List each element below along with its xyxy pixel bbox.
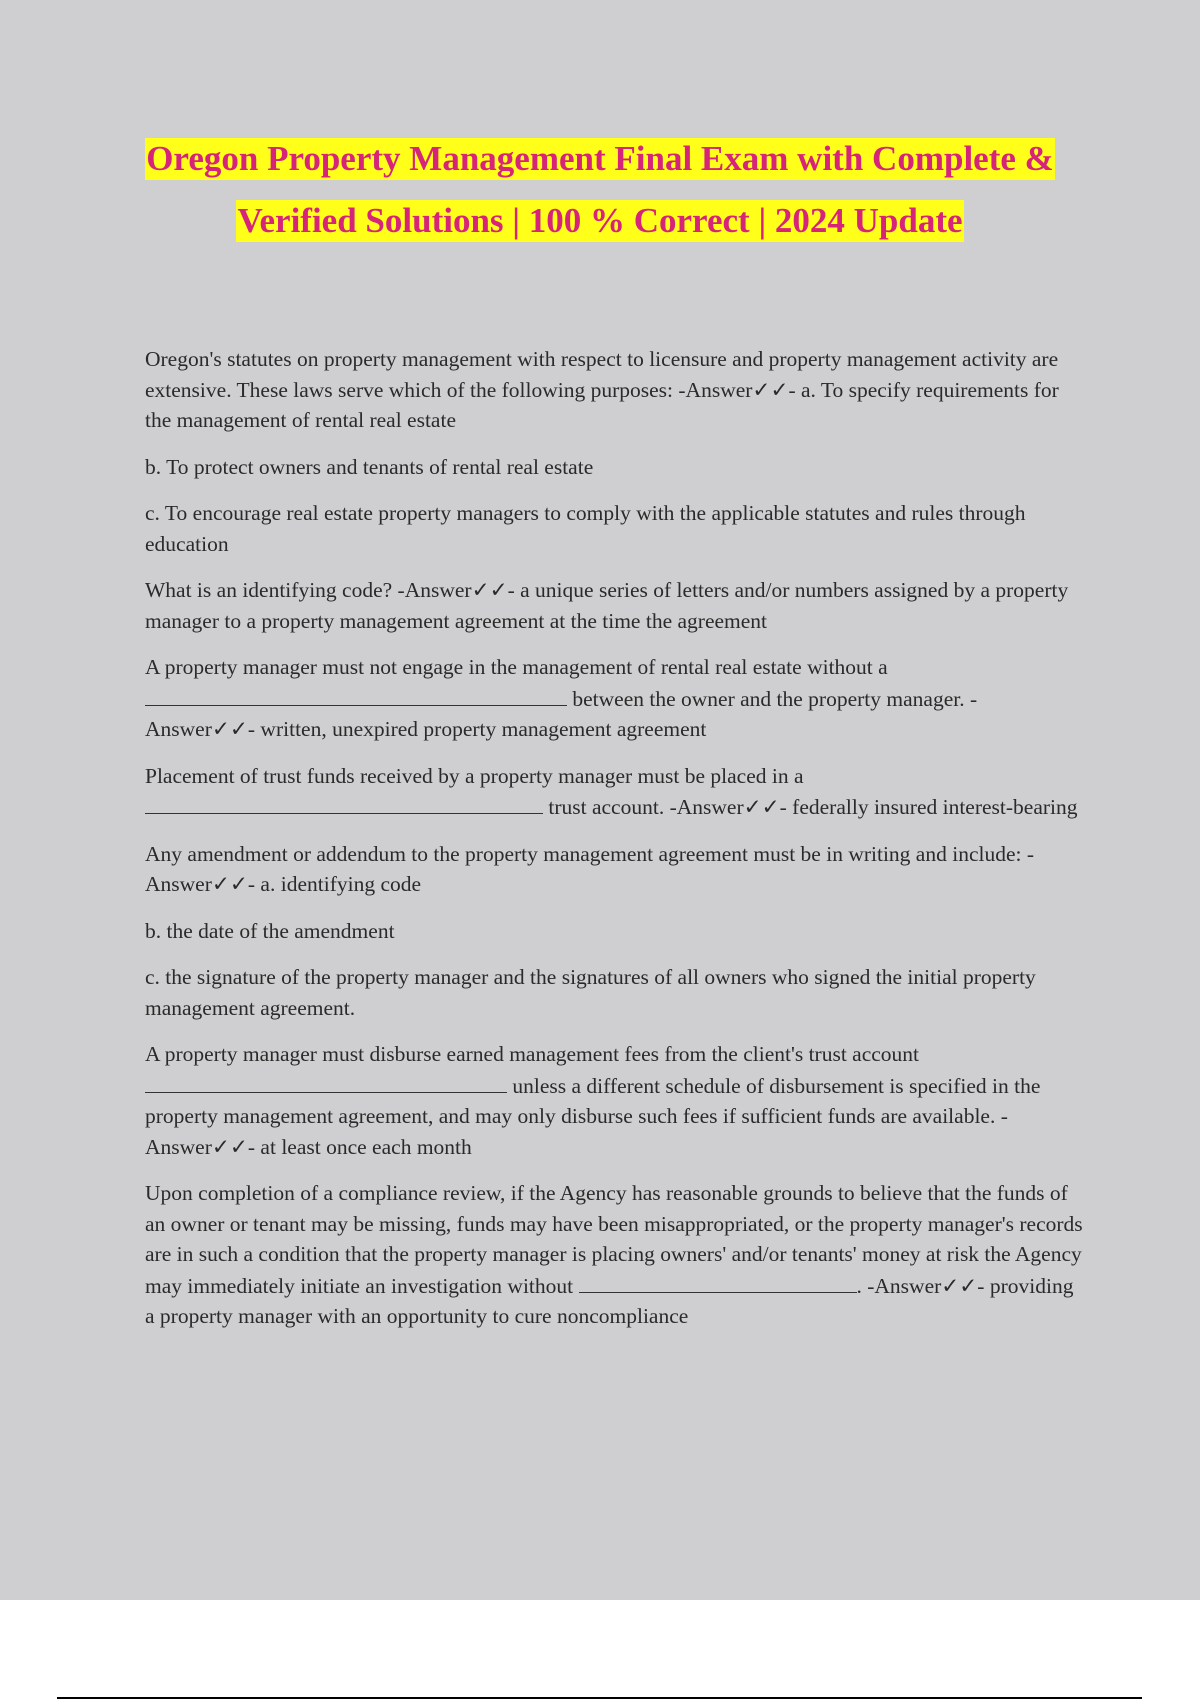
question-6-pre: A property manager must disburse earned management fees from the client's trust account [145,1042,920,1066]
question-5-option-b: b. the date of the amendment [145,918,395,943]
document-body [145,344,1085,1348]
question-2: What is an identifying code? -Answer✓✓- a unique series of letters and/or numbers assigned by a property manager to a property management agreement at the time the agreement [145,578,1069,633]
question-1: Oregon's statutes on property management with respect to licensure and property management activity are extensive. These laws serve which of the following purposes: -Answer✓✓- a. To specify requirements for the management of rental real estate [145,347,1059,432]
question-5: Any amendment or addendum to the property management agreement must be in writing and include: -Answer✓✓- a. identifying code [145,841,1035,896]
question-3 [145,652,1085,745]
fill-in-blank [145,683,567,706]
question-1-option-c: c. To encourage real estate property managers to comply with the applicable statutes and rules through education [145,501,1026,556]
title-line-2: Verified Solutions | 100 % Correct | 2024 Update [237,201,963,240]
question-5-option-c: c. the signature of the property manager and the signatures of all owners who signed the initial property management agreement. [145,965,1036,1020]
question-3-pre: A property manager must not engage in the management of rental real estate without a [145,655,888,679]
question-7-post: . -Answer✓✓- providing a property manager with an opportunity to cure noncompliance [145,1273,1074,1328]
question-4-pre: Placement of trust funds received by a property manager must be placed in a [145,763,804,788]
question-7 [145,1178,1085,1332]
fill-in-blank [579,1270,857,1293]
question-1-option-b: b. To protect owners and tenants of rental real estate [145,454,594,479]
document-title [0,138,1200,242]
question-7-pre: Upon completion of a compliance review, if the Agency has reasonable grounds to believe that the funds of an owner or tenant may be missing, funds may have been misappropriated, or the property manager's records are in such a condition that the property manager is placing owners' and/or tenants' money at risk the Agency may immediately initiate an investigation without [145,1181,1083,1298]
question-4 [145,761,1085,823]
question-4-post: trust account. -Answer✓✓- federally insured interest-bearing [548,795,1078,819]
title-line-1: Oregon Property Management Final Exam with Complete & [146,139,1054,178]
question-6-post: unless a different schedule of disbursement is specified in the property management agreement, and may only disburse such fees if sufficient funds are available. -Answer✓✓- at least once each month [145,1073,1041,1159]
question-6 [145,1039,1085,1162]
fill-in-blank [145,1070,507,1093]
fill-in-blank [145,791,543,814]
footer-divider [57,1697,1142,1699]
question-3-post: between the owner and the property manager. -Answer✓✓- written, unexpired property management agreement [145,686,978,741]
